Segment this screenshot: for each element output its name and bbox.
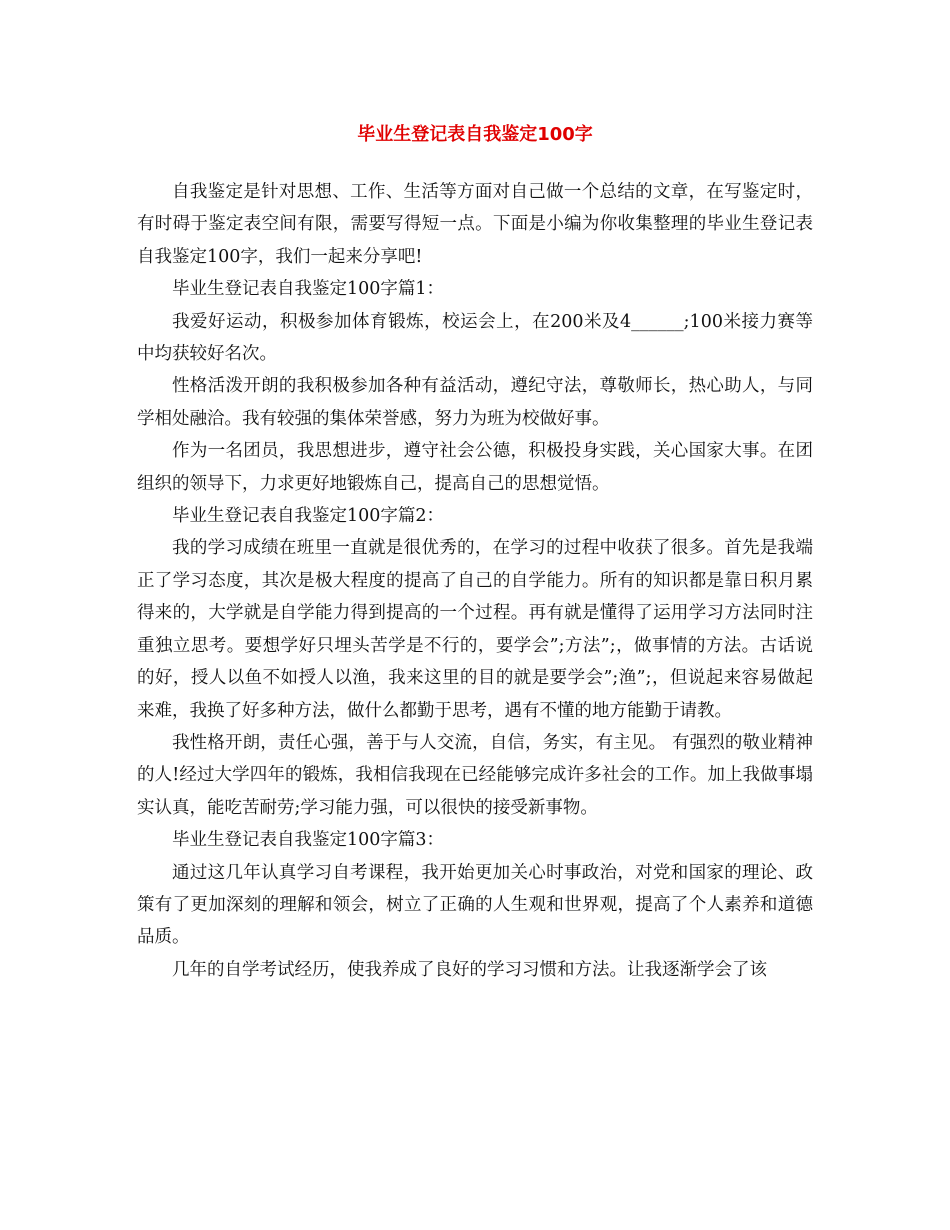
paragraph: 我性格开朗，责任心强，善于与人交流，自信，务实，有主见。 有强烈的敬业精神的人!经过大学四年的锻炼，我相信我现在已经能够完成许多社会的工作。加上我做事塌实认真，能吃苦耐劳;学习能力强，可以很快的接受新事物。 (137, 732, 813, 818)
paragraph: 我的学习成绩在班里一直就是很优秀的，在学习的过程中收获了很多。首先是我端正了学习态度，其次是极大程度的提高了自己的自学能力。所有的知识都是靠日积月累得来的，大学就是自学能力得到提高的一个过程。再有就是懂得了运用学习方法同时注重独立思考。要想学好只埋头苦学是不行的，要学会”;方法”;，做事情的方法。古话说的好，授人以鱼不如授人以渔，我来这里的目的就是要学会”;渔”;，但说起来容易做起来难，我换了好多种方法，做什么都勤于思考，遇有不懂的地方能勤于请教。 (137, 538, 813, 721)
section-heading-2: 毕业生登记表自我鉴定100字篇2： (172, 506, 445, 527)
document-title: 毕业生登记表自我鉴定100字 (357, 124, 593, 145)
paragraph: 作为一名团员，我思想进步，遵守社会公德，积极投身实践，关心国家大事。在团组织的领导下，力求更好地锻炼自己，提高自己的思想觉悟。 (137, 441, 813, 494)
section-heading-3: 毕业生登记表自我鉴定100字篇3： (172, 830, 445, 851)
section-heading-1: 毕业生登记表自我鉴定100字篇1： (172, 279, 445, 300)
paragraph: 几年的自学考试经历，使我养成了良好的学习习惯和方法。让我逐渐学会了该 (172, 959, 767, 980)
intro-paragraph: 自我鉴定是针对思想、工作、生活等方面对自己做一个总结的文章，在写鉴定时，有时碍于鉴定表空间有限，需要写得短一点。下面是小编为你收集整理的毕业生登记表自我鉴定100字，我们一起来分享吧! (137, 182, 813, 267)
document-body (137, 176, 813, 986)
paragraph: 我爱好运动，积极参加体育锻炼，校运会上，在200米及4______;100米接力赛等中均获较好名次。 (137, 311, 813, 365)
paragraph: 性格活泼开朗的我积极参加各种有益活动，遵纪守法，尊敬师长，热心助人，与同学相处融洽。我有较强的集体荣誉感，努力为班为校做好事。 (137, 376, 813, 429)
paragraph: 通过这几年认真学习自考课程，我开始更加关心时事政治，对党和国家的理论、政策有了更加深刻的理解和领会，树立了正确的人生观和世界观，提高了个人素养和道德品质。 (137, 862, 813, 948)
